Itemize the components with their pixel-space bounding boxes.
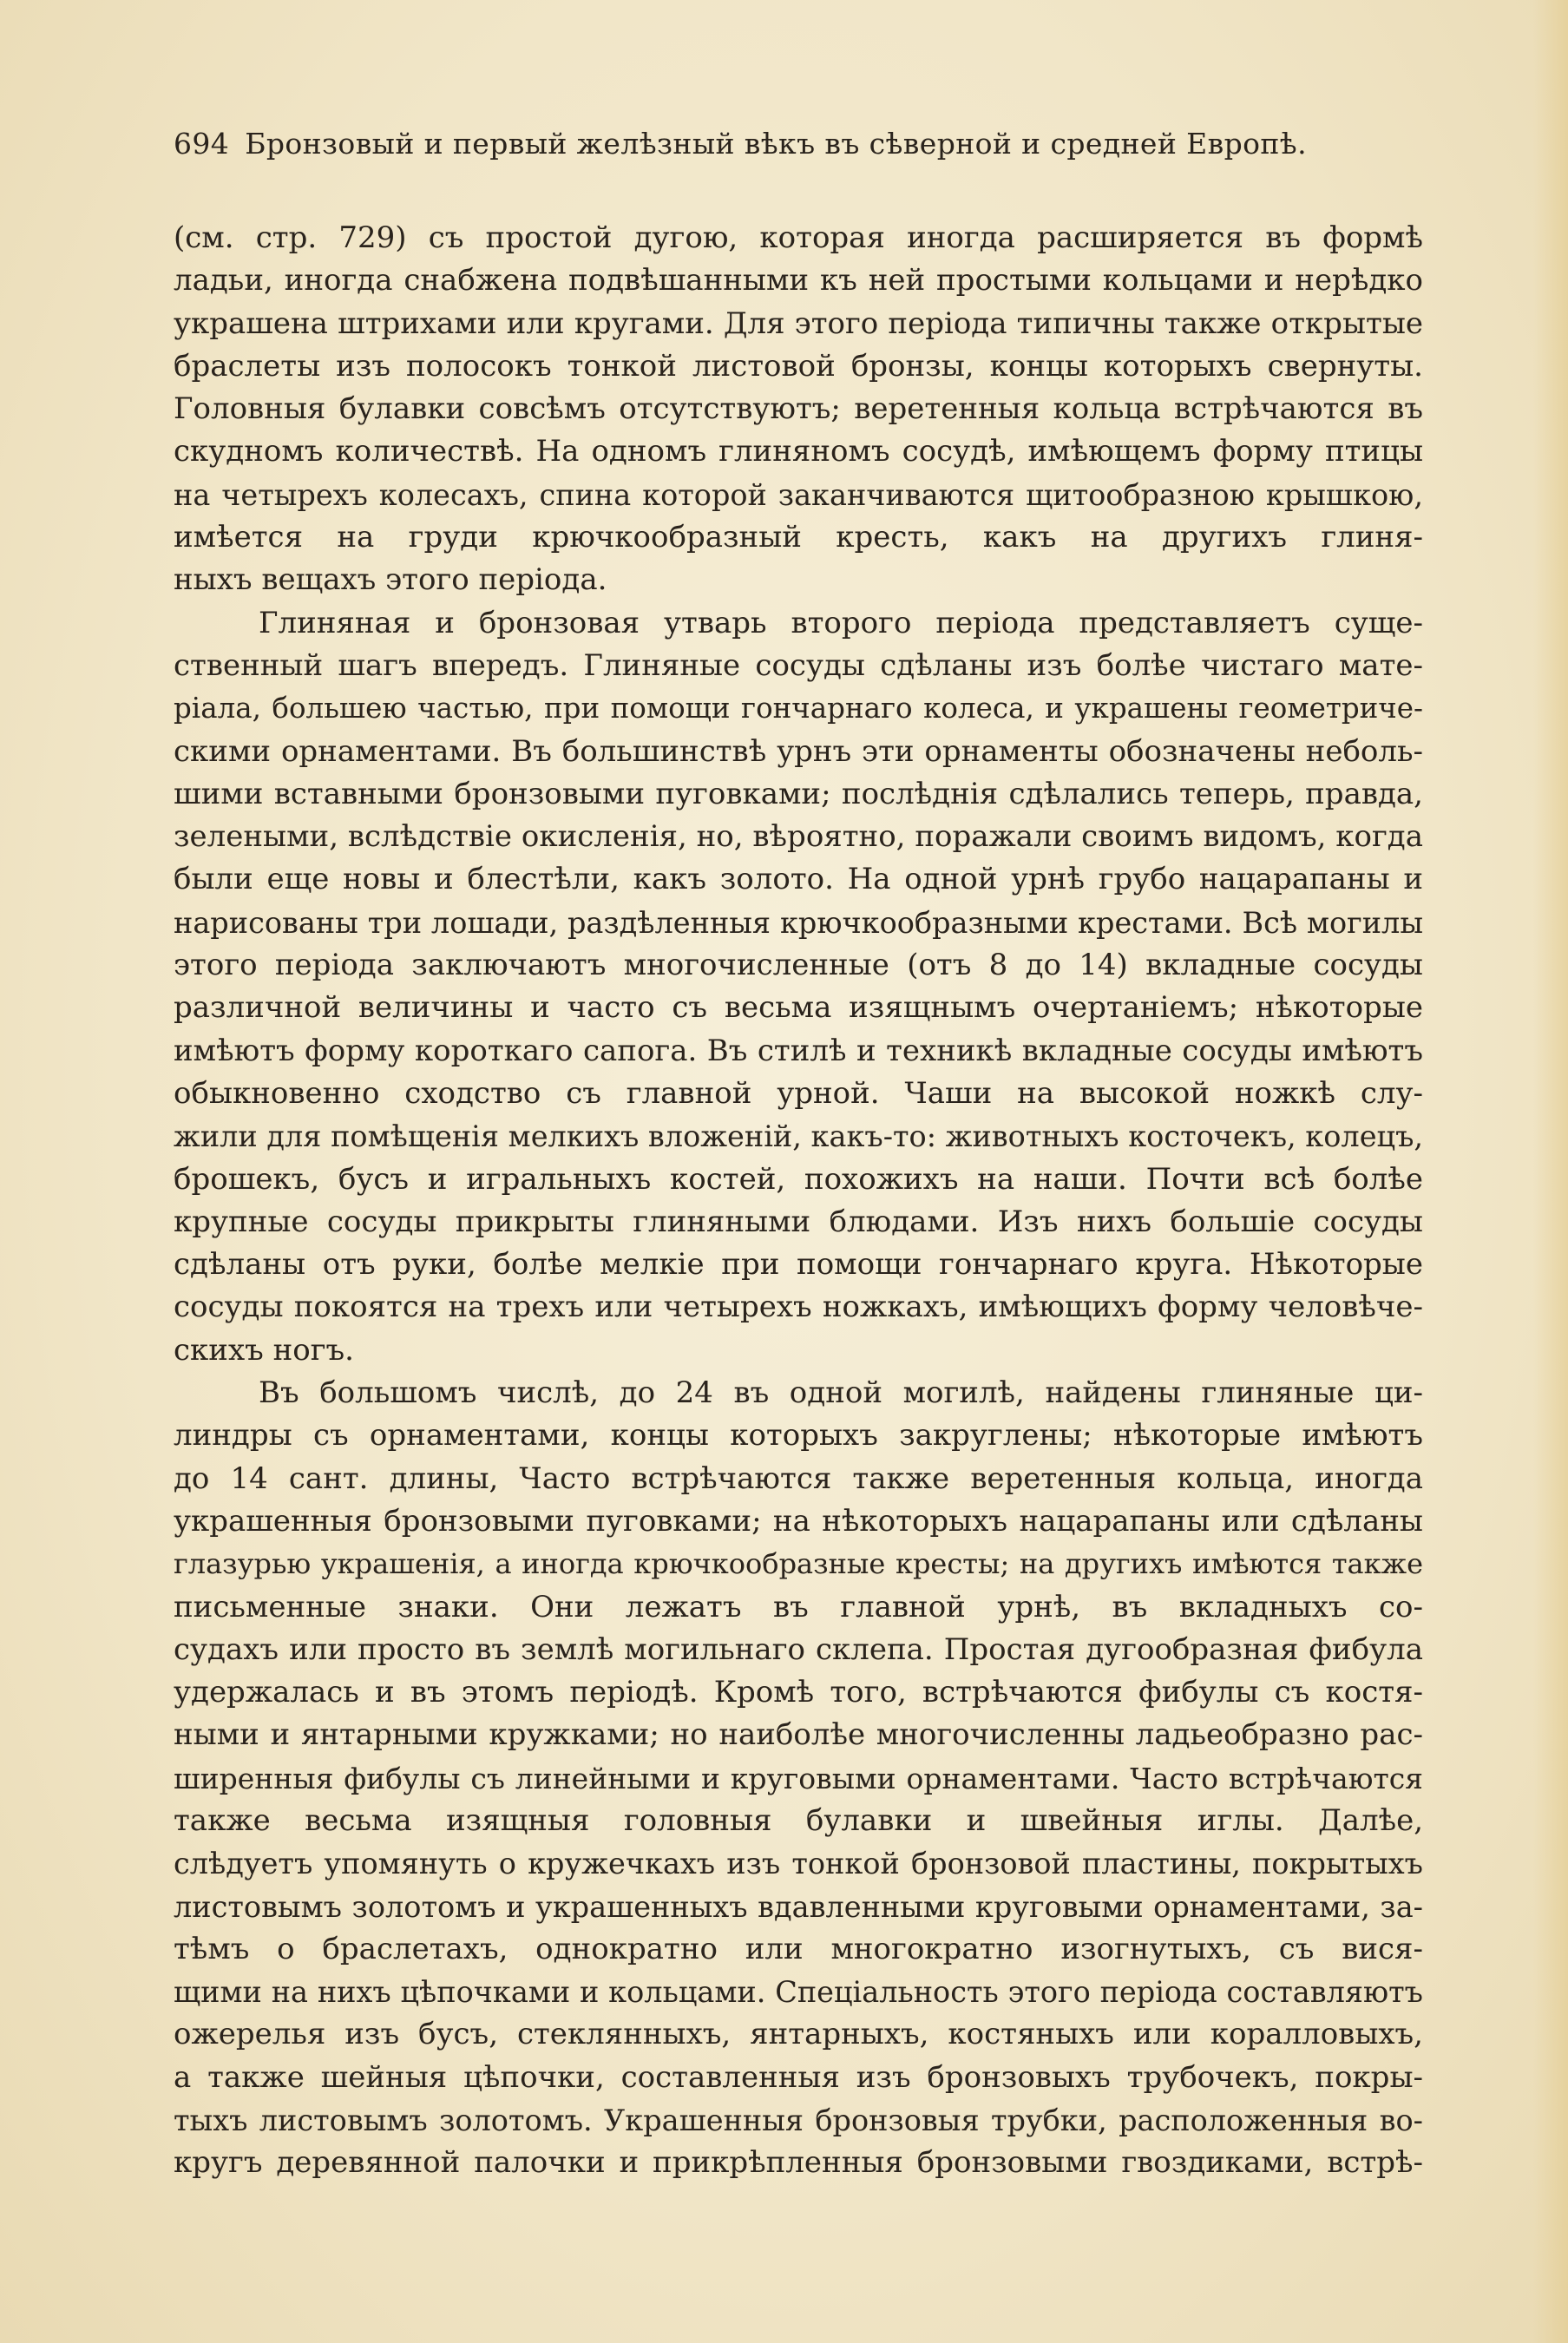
text-line: Глиняная и бронзовая утварь второго періода представляетъ суще- — [259, 605, 1423, 640]
text-line: имѣютъ форму короткаго сапога. Въ стилѣ и техникѣ вкладные сосуды имѣютъ — [174, 1033, 1423, 1068]
text-line: крупные сосуды прикрыты глиняными блюдами. Изъ нихъ большіе сосуды — [174, 1204, 1423, 1239]
text-line: скими орнаментами. Въ большинствѣ урнъ эти орнаменты обозначены неболь- — [174, 733, 1423, 769]
text-line: украшенныя бронзовыми пуговками; на нѣкоторыхъ нацарапаны или сдѣланы — [174, 1503, 1423, 1539]
text-line: брошекъ, бусъ и игральныхъ костей, похожихъ на наши. Почти всѣ болѣе — [174, 1161, 1423, 1197]
running-header — [174, 127, 1371, 170]
text-line: зелеными, вслѣдствіе окисленія, но, вѣроятно, поражали своимъ видомъ, когда — [174, 819, 1423, 855]
text-line: ными и янтарными кружками; но наиболѣе многочисленны ладьеобразно рас- — [174, 1717, 1423, 1753]
text-line: жили для помѣщенія мелкихъ вложеній, какъ-то: животныхъ косточекъ, колецъ, — [174, 1119, 1423, 1154]
text-line: щими на нихъ цѣпочками и кольцами. Спеціальность этого періода составляютъ — [174, 1975, 1423, 2010]
text-line: ладьи, иногда снабжена подвѣшанными къ ней простыми кольцами и нерѣдко — [174, 263, 1423, 299]
text-line: удержалась и въ этомъ періодѣ. Кромѣ того, встрѣчаются фибулы съ костя- — [174, 1675, 1423, 1710]
text-line: глазурью украшенія, а иногда крючкообразные кресты; на другихъ имѣются также — [174, 1547, 1423, 1581]
text-line: браслеты изъ полосокъ тонкой листовой бронзы, концы которыхъ свернуты. — [174, 348, 1423, 384]
body-text — [174, 217, 1423, 2185]
text-line: имѣется на груди крючкообразный кресть, какъ на другихъ глиня- — [174, 520, 1423, 555]
text-line: до 14 сант. длины, Часто встрѣчаются также веретенныя кольца, иногда — [174, 1460, 1423, 1496]
text-line: шими вставными бронзовыми пуговками; послѣднія сдѣлались теперь, правда, — [174, 776, 1423, 811]
text-line: ріала, большею частью, при помощи гончарнаго колеса, и украшены геометриче- — [174, 692, 1423, 725]
running-title: Бронзовый и первый желѣзный вѣкъ въ сѣверной и средней Европѣ. — [245, 127, 1307, 161]
text-line: листовымъ золотомъ и украшенныхъ вдавленными круговыми орнаментами, за- — [174, 1889, 1423, 1924]
text-line: ширенныя фибулы съ линейными и круговыми орнаментами. Часто встрѣчаются — [174, 1761, 1423, 1795]
text-line: кругъ деревянной палочки и прикрѣпленныя бронзовыми гвоздиками, встрѣ- — [174, 2145, 1423, 2181]
text-line: этого періода заключаютъ многочисленные (отъ 8 до 14) вкладные сосуды — [174, 948, 1423, 983]
text-line: украшена штрихами или кругами. Для этого періода типичны также открытые — [174, 305, 1423, 341]
text-line: сосуды покоятся на трехъ или четырехъ ножкахъ, имѣющихъ форму человѣче- — [174, 1290, 1423, 1325]
text-line: Головныя булавки совсѣмъ отсутствуютъ; веретенныя кольца встрѣчаются въ — [174, 391, 1423, 427]
text-line: тыхъ листовымъ золотомъ. Украшенныя бронзовыя трубки, расположенныя во- — [174, 2103, 1423, 2138]
text-line: Въ большомъ числѣ, до 24 въ одной могилѣ, найдены глиняные ци- — [259, 1375, 1423, 1411]
text-line: обыкновенно сходство съ главной урной. Чаши на высокой ножкѣ слу- — [174, 1075, 1423, 1111]
text-line: линдры съ орнаментами, концы которыхъ закруглены; нѣкоторые имѣютъ — [174, 1418, 1423, 1454]
page-edge-shading — [1533, 0, 1568, 2343]
text-line: нарисованы три лошади, раздѣленныя крючкообразными крестами. Всѣ могилы — [174, 905, 1423, 940]
text-line: письменные знаки. Они лежатъ въ главной урнѣ, въ вкладныхъ со- — [174, 1589, 1423, 1624]
text-line: скудномъ количествѣ. На одномъ глиняномъ сосудѣ, имѣющемъ форму птицы — [174, 434, 1423, 469]
text-line: судахъ или просто въ землѣ могильнаго склепа. Простая дугообразная фибула — [174, 1631, 1423, 1667]
page-number: 694 — [174, 127, 230, 161]
text-line: (см. стр. 729) съ простой дугою, которая иногда расширяется въ формѣ — [174, 220, 1423, 255]
text-line: различной величины и часто съ весьма изящнымъ очертаніемъ; нѣкоторые — [174, 990, 1423, 1026]
text-line: ственный шагъ впередъ. Глиняные сосуды сдѣланы изъ болѣе чистаго мате- — [174, 647, 1423, 683]
text-line: сдѣланы отъ руки, болѣе мелкіе при помощи гончарнаго круга. Нѣкоторые — [174, 1247, 1423, 1283]
text-line: слѣдуетъ упомянуть о кружечкахъ изъ тонкой бронзовой пластины, покрытыхъ — [174, 1847, 1423, 1881]
text-line: были еще новы и блестѣли, какъ золото. На одной урнѣ грубо нацарапаны и — [174, 862, 1423, 897]
text-line: также весьма изящныя головныя булавки и швейныя иглы. Далѣе, — [174, 1802, 1423, 1838]
text-line: ожерелья изъ бусъ, стеклянныхъ, янтарныхъ, костяныхъ или коралловыхъ, — [174, 2017, 1423, 2052]
text-line: скихъ ногъ. — [174, 1332, 354, 1368]
text-line: тѣмъ о браслетахъ, однократно или многократно изогнутыхъ, съ вися- — [174, 1931, 1423, 1966]
text-line: ныхъ вещахъ этого періода. — [174, 562, 607, 598]
text-line: а также шейныя цѣпочки, составленныя изъ бронзовыхъ трубочекъ, покры- — [174, 2059, 1423, 2095]
text-line: на четырехъ колесахъ, спина которой заканчиваются щитообразною крышкою, — [174, 477, 1423, 512]
